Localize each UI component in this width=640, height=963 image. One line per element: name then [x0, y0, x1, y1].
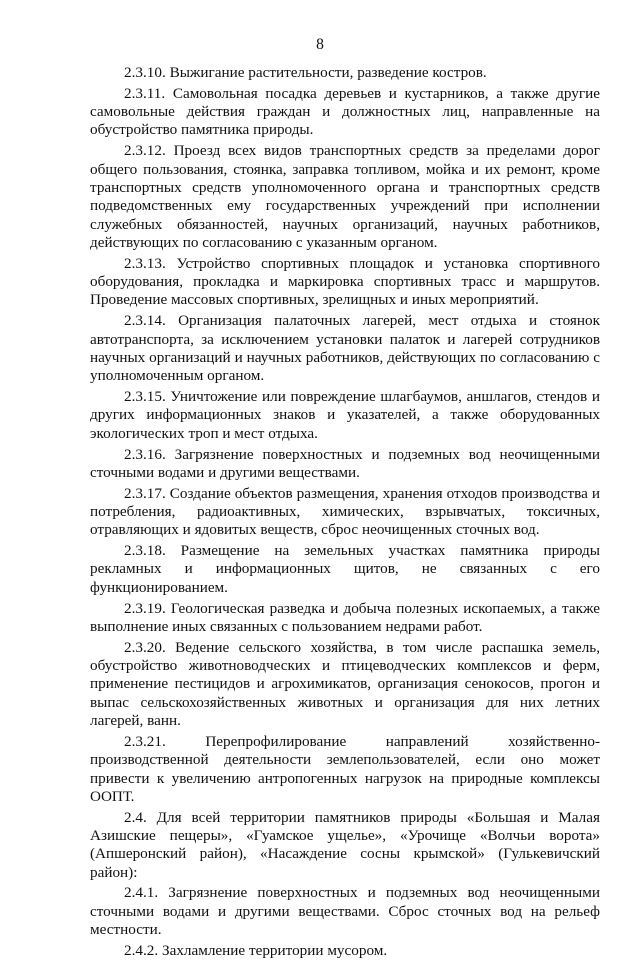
paragraph-2-3-18: 2.3.18. Размещение на земельных участках памятника природы рекламных и информационных щитов, не связанных с его функционированием. — [90, 542, 600, 596]
paragraph-2-3-15: 2.3.15. Уничтожение или повреждение шлагбаумов, аншлагов, стендов и других информационных знаков и указателей, а также оборудованных экологических троп и мест отдыха. — [90, 388, 600, 442]
paragraph-2-4-1: 2.4.1. Загрязнение поверхностных и подземных вод неочищенными сточными водами и другими веществами. Сброс сточных вод на рельеф местности. — [90, 884, 600, 939]
paragraph-2-3-13: 2.3.13. Устройство спортивных площадок и установка спортивного оборудования, прокладка и маркировка спортивных трасс и маршрутов. Проведение массовых спортивных, зрелищных и иных мероприятий. — [90, 254, 600, 309]
paragraph-2-4-2: 2.4.2. Захламление территории мусором. — [124, 941, 388, 959]
paragraph-2-3-16: 2.3.16. Загрязнение поверхностных и подземных вод неочищенными сточными водами и другими веществами. — [90, 445, 600, 481]
paragraph-2-3-14: 2.3.14. Организация палаточных лагерей, мест отдыха и стоянок автотранспорта, за исключением установки палаток и лагерей сотрудников научных организаций и научных работников, действующих по согласованию с уполномоченным органом. — [90, 312, 600, 385]
paragraph-2-3-12: 2.3.12. Проезд всех видов транспортных средств за пределами дорог общего пользования, стоянка, заправка топливом, мойка и их ремонт, кроме транспортных средств уполномоченного органа и транспортных средств подведомственных ему государственных учреждений при исполнении служебных обязанностей, научных организаций, научных работников, действующих по согласованию с указанным органом. — [90, 142, 600, 251]
paragraph-2-3-11: 2.3.11. Самовольная посадка деревьев и кустарников, а также другие самовольные действия граждан и должностных лиц, направленные на обустройство памятника природы. — [90, 84, 600, 139]
paragraph-2-3-21: 2.3.21. Перепрофилирование направлений хозяйственно-производственной деятельности землепользователей, если оно может привести к увеличению антропогенных нагрузок на природные комплексы ООПТ. — [90, 732, 600, 805]
paragraph-2-4: 2.4. Для всей территории памятников природы «Большая и Малая Азишские пещеры», «Гуамское ущелье», «Урочище «Волчьи ворота» (Апшеронский район), «Насаждение сосны крымской» (Гулькевичский район): — [90, 808, 600, 881]
document-body — [90, 64, 600, 963]
paragraph-2-3-10: 2.3.10. Выжигание растительности, разведение костров. — [124, 64, 487, 81]
paragraph-2-3-17: 2.3.17. Создание объектов размещения, хранения отходов производства и потребления, радиоактивных, химических, взрывчатых, токсичных, отравляющих и ядовитых веществ, сброс неочищенных сточных вод. — [90, 484, 600, 539]
page-number: 8 — [316, 36, 324, 53]
paragraph-2-3-19: 2.3.19. Геологическая разведка и добыча полезных ископаемых, а также выполнение иных связанных с пользованием недрами работ. — [90, 599, 600, 635]
paragraph-2-3-20: 2.3.20. Ведение сельского хозяйства, в том числе распашка земель, обустройство животноводческих и птицеводческих комплексов и ферм, применение пестицидов и агрохимикатов, организация сенокосов, прогон и выпас сельскохозяйственных животных и организация для них летних лагерей, ванн. — [90, 638, 600, 730]
